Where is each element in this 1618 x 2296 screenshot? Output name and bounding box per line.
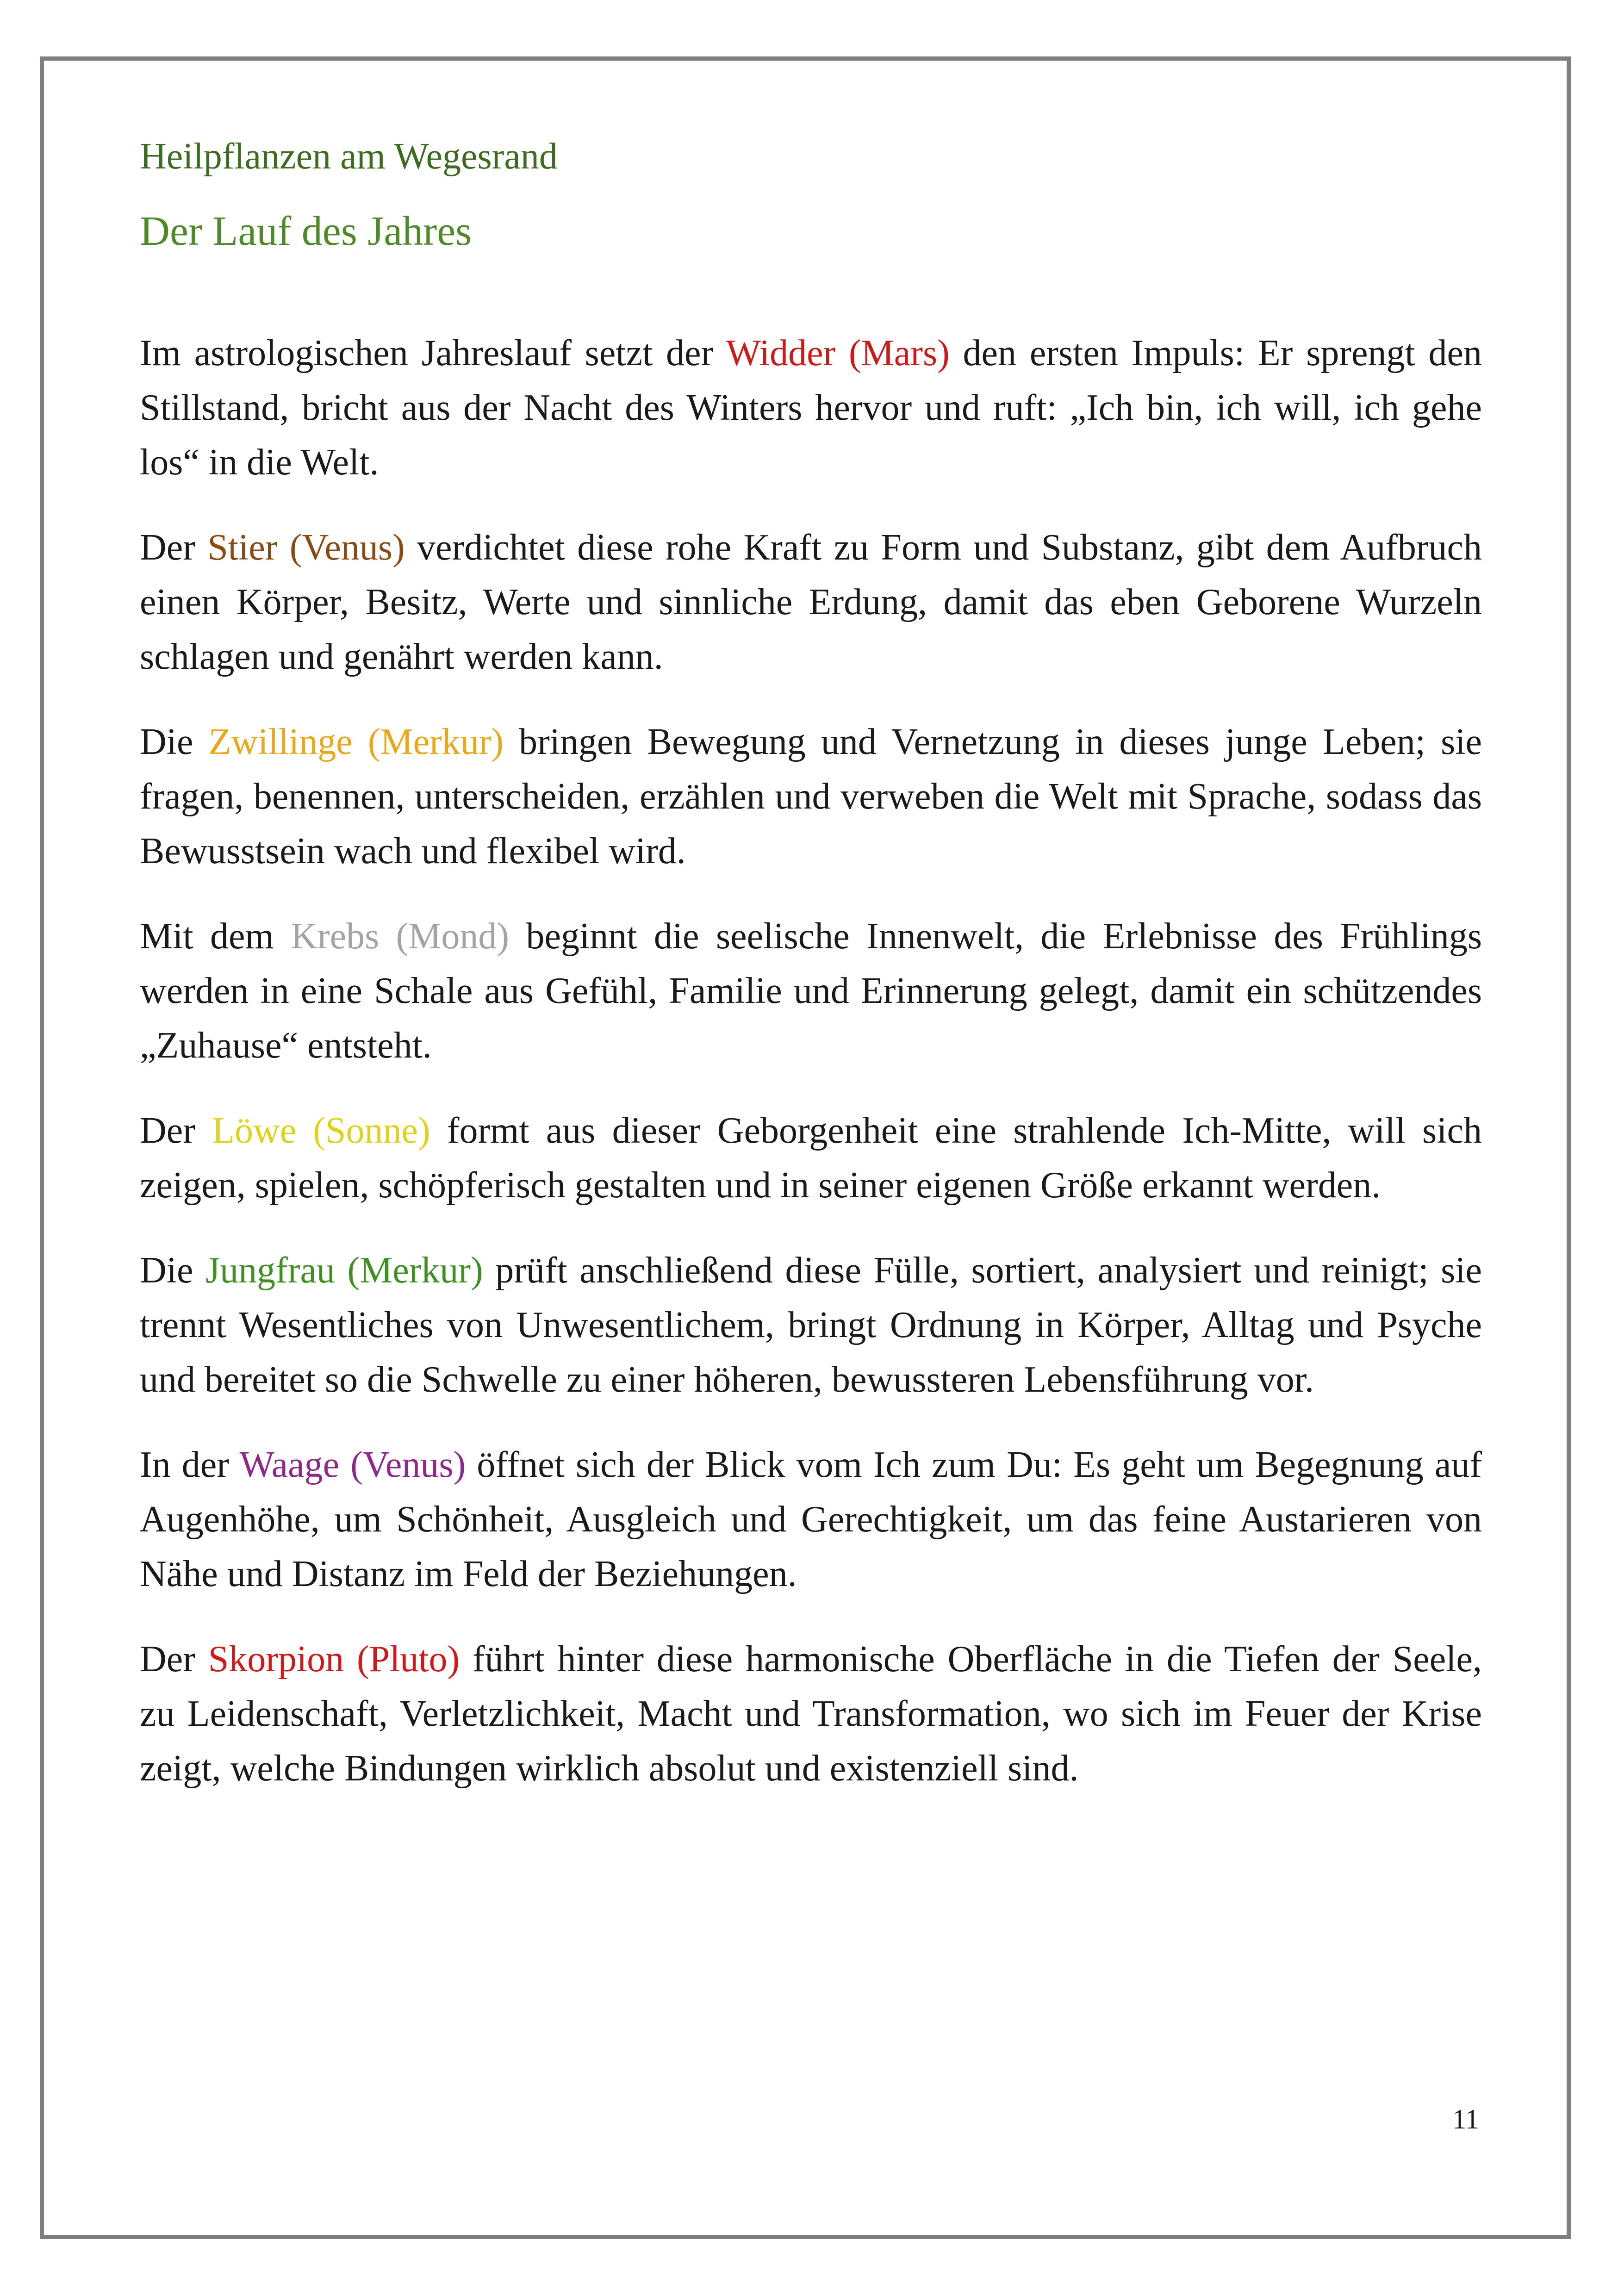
body-text (140, 326, 1482, 1796)
zodiac-sign-stier: Stier (Venus) (207, 527, 405, 568)
paragraph-text-post: führt hinter diese harmonische Oberfläche in die Tiefen der Seele, zu Leidenschaft, Verletzlichkeit, Macht und Transformation, wo sich im Feuer der Krise zeigt, welche Bindungen wirklich absolut und existenziell sind. (140, 1639, 1482, 1789)
paragraph-text-pre: Der (140, 1639, 208, 1680)
running-head: Heilpflanzen am Wegesrand (140, 136, 558, 177)
zodiac-sign-jungfrau: Jungfrau (Merkur) (205, 1250, 483, 1291)
paragraph-text-pre: Im astrologischen Jahreslauf setzt der (140, 333, 726, 373)
paragraph-zwillinge (140, 715, 1482, 878)
paragraph-text-pre: Der (140, 527, 208, 568)
paragraph-krebs (140, 909, 1482, 1073)
paragraph-text-post: beginnt die seelische Innenwelt, die Erlebnisse des Frühlings werden in eine Schale aus Gefühl, Familie und Erinnerung gelegt, damit ein schützendes „Zuhause“ entsteht. (140, 916, 1482, 1066)
paragraph-text-post: prüft anschließend diese Fülle, sortiert, analysiert und reinigt; sie trennt Wesentliches von Unwesentlichem, bringt Ordnung in Körper, Alltag und Psyche und bereitet so die Schwelle zu einer höheren, bewussteren Lebensführung vor. (140, 1250, 1482, 1400)
paragraph-text-post: den ersten Impuls: Er sprengt den Stillstand, bricht aus der Nacht des Winters hervor und ruft: „Ich bin, ich will, ich gehe los“ in die Welt. (140, 333, 1482, 483)
paragraph-text-pre: Mit dem (140, 916, 291, 957)
zodiac-sign-krebs: Krebs (Mond) (291, 916, 510, 957)
zodiac-sign-loewe: Löwe (Sonne) (212, 1110, 430, 1151)
zodiac-sign-skorpion: Skorpion (Pluto) (208, 1639, 460, 1680)
paragraph-text-post: formt aus dieser Geborgenheit eine strahlende Ich-Mitte, will sich zeigen, spielen, schöpferisch gestalten und in seiner eigenen Größe erkannt werden. (140, 1110, 1482, 1206)
paragraph-text-post: öffnet sich der Blick vom Ich zum Du: Es geht um Begegnung auf Augenhöhe, um Schönheit, Ausgleich und Gerechtigkeit, um das feine Austarieren von Nähe und Distanz im Feld der Beziehungen. (140, 1444, 1482, 1594)
paragraph-text-pre: Der (140, 1110, 212, 1151)
paragraph-text-pre: Die (140, 722, 209, 762)
paragraph-jungfrau (140, 1243, 1482, 1407)
paragraph-skorpion (140, 1632, 1482, 1796)
paragraph-text-post: bringen Bewegung und Vernetzung in dieses junge Leben; sie fragen, benennen, unterscheiden, erzählen und verweben die Welt mit Sprache, sodass das Bewusstsein wach und flexibel wird. (140, 722, 1482, 871)
paragraph-text-post: verdichtet diese rohe Kraft zu Form und Substanz, gibt dem Aufbruch einen Körper, Besitz, Werte und sinnliche Erdung, damit das eben Geborene Wurzeln schlagen und genährt werden kann. (140, 527, 1482, 677)
paragraph-widder (140, 326, 1482, 490)
page-content (140, 134, 1482, 1826)
paragraph-loewe (140, 1103, 1482, 1213)
paragraph-text-pre: Die (140, 1250, 206, 1291)
page-number: 11 (1452, 2104, 1479, 2134)
zodiac-sign-widder: Widder (Mars) (726, 333, 950, 373)
zodiac-sign-waage: Waage (Venus) (239, 1444, 466, 1485)
zodiac-sign-zwillinge: Zwillinge (Merkur) (208, 722, 504, 762)
paragraph-waage (140, 1437, 1482, 1601)
paragraph-text-pre: In der (140, 1444, 240, 1485)
chapter-title: Der Lauf des Jahres (140, 208, 472, 254)
paragraph-stier (140, 520, 1482, 684)
